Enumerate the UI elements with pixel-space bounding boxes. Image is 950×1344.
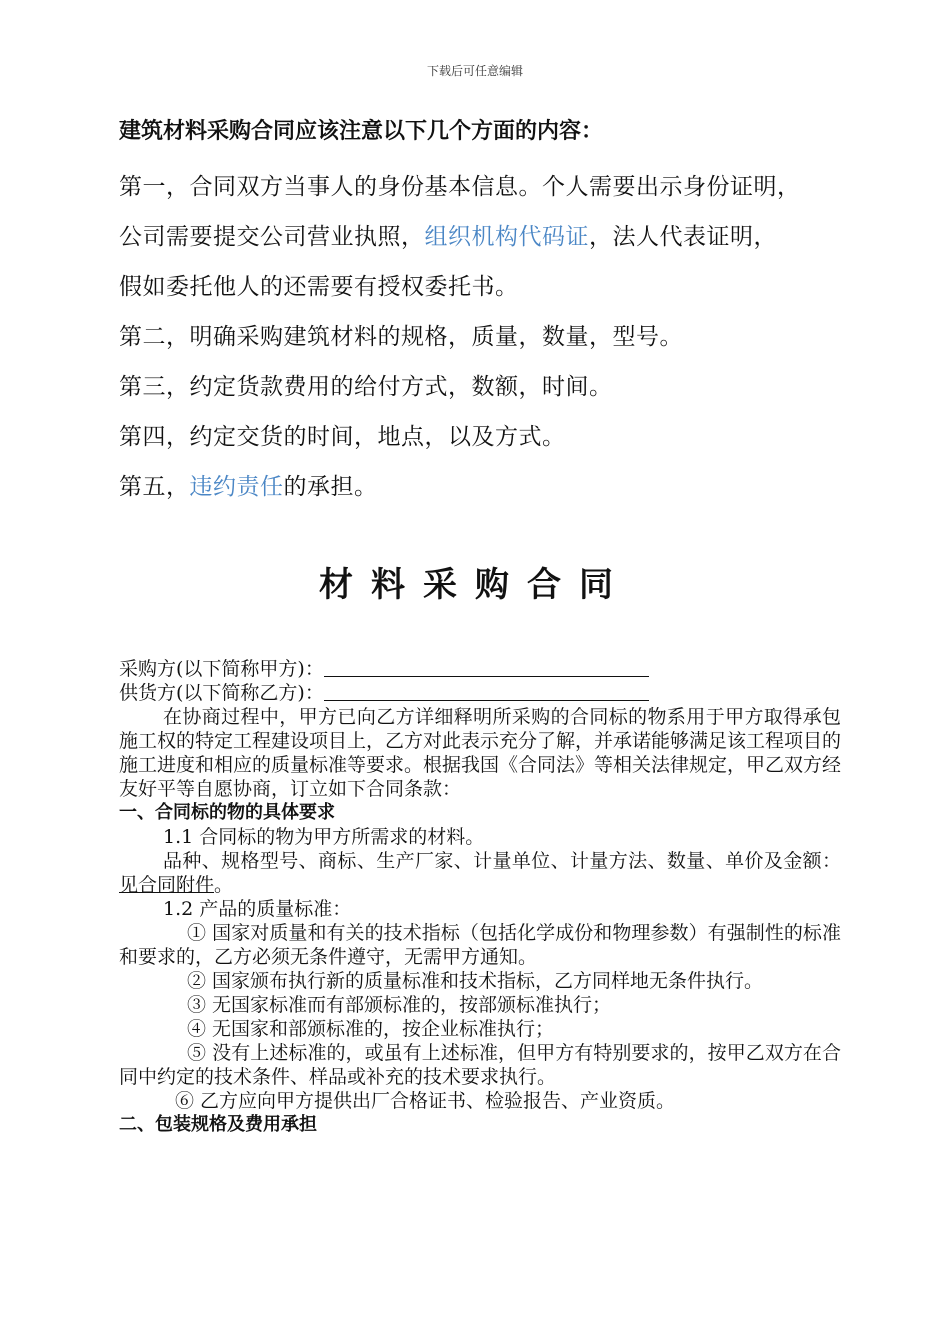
quality-item-5: ⑤ 没有上述标准的，或虽有上述标准，但甲方有特别要求的，按甲乙双方在合同中约定的技术条件、样品或补充的技术要求执行。: [119, 1042, 841, 1088]
contract-body: [119, 657, 841, 1137]
contract-title: 材料采购合同: [319, 565, 631, 605]
contract-attachment-link[interactable]: 见合同附件: [119, 874, 215, 896]
quality-item-6: ⑥ 乙方应向甲方提供出厂合格证书、检验报告、产业资质。: [175, 1090, 676, 1112]
buyer-line: [119, 657, 841, 681]
buyer-blank-field[interactable]: [324, 658, 649, 677]
supplier-label: 供货方(以下简称乙方)：: [119, 682, 324, 704]
intro-section: [119, 112, 859, 512]
clause-1-1: 1.1 合同标的物为甲方所需求的材料。: [163, 826, 485, 848]
intro-point-1-text-a: 公司需要提交公司营业执照，: [119, 224, 425, 250]
clause-1-1-items-text: 品种、规格型号、商标、生产厂家、计量单位、计量方法、数量、单价及金额：: [163, 850, 841, 872]
quality-item-2: ② 国家颁布执行新的质量标准和技术指标，乙方同样地无条件执行。: [187, 970, 764, 992]
supplier-line: [119, 681, 841, 705]
intro-point-1-text-b: ，法人代表证明，: [589, 224, 777, 250]
intro-point-5-text-a: 第五，: [119, 474, 190, 500]
supplier-blank-field[interactable]: [324, 682, 649, 701]
clause-1-1-items-end: 。: [214, 874, 234, 896]
section-1-heading: 一、合同标的物的具体要求: [119, 802, 335, 823]
intro-point-1-line-1: 第一，合同双方当事人的身份基本信息。个人需要出示身份证明，: [119, 174, 801, 200]
intro-point-5: [119, 462, 859, 512]
clause-1-1-items: [119, 849, 841, 897]
breach-liability-link[interactable]: 违约责任: [189, 474, 284, 500]
clause-1-2: 1.2 产品的质量标准：: [163, 898, 352, 920]
contract-preamble: 在协商过程中，甲方已向乙方详细释明所采购的合同标的物系用于甲方取得承包施工权的特定工程建设项目上，乙方对此表示充分了解，并承诺能够满足该工程项目的施工进度和相应的质量标准等要求。根据我国《合同法》等相关法律规定，甲乙双方经友好平等自愿协商，订立如下合同条款：: [119, 706, 842, 800]
section-2-heading: 二、包装规格及费用承担: [119, 1114, 317, 1135]
intro-point-4: 第四，约定交货的时间，地点，以及方式。: [119, 424, 566, 450]
quality-item-4: ④ 无国家和部颁标准的，按企业标准执行；: [187, 1018, 555, 1040]
header-note: 下载后可任意编辑: [426, 64, 523, 78]
intro-point-3: 第三，约定货款费用的给付方式，数额，时间。: [119, 374, 613, 400]
quality-item-3: ③ 无国家标准而有部颁标准的，按部颁标准执行；: [187, 994, 612, 1016]
intro-point-1-line-2: [119, 212, 859, 262]
intro-point-5-text-b: 的承担。: [283, 474, 378, 500]
buyer-label: 采购方(以下简称甲方)：: [119, 658, 324, 680]
org-code-link[interactable]: 组织机构代码证: [424, 224, 589, 250]
intro-heading: 建筑材料采购合同应该注意以下几个方面的内容：: [119, 119, 604, 144]
quality-item-1: ① 国家对质量和有关的技术指标（包括化学成份和物理参数）有强制性的标准和要求的，乙方必须无条件遵守，无需甲方通知。: [119, 922, 841, 968]
intro-point-2: 第二，明确采购建筑材料的规格，质量，数量，型号。: [119, 324, 683, 350]
intro-point-1-line-3: 假如委托他人的还需要有授权委托书。: [119, 274, 519, 300]
